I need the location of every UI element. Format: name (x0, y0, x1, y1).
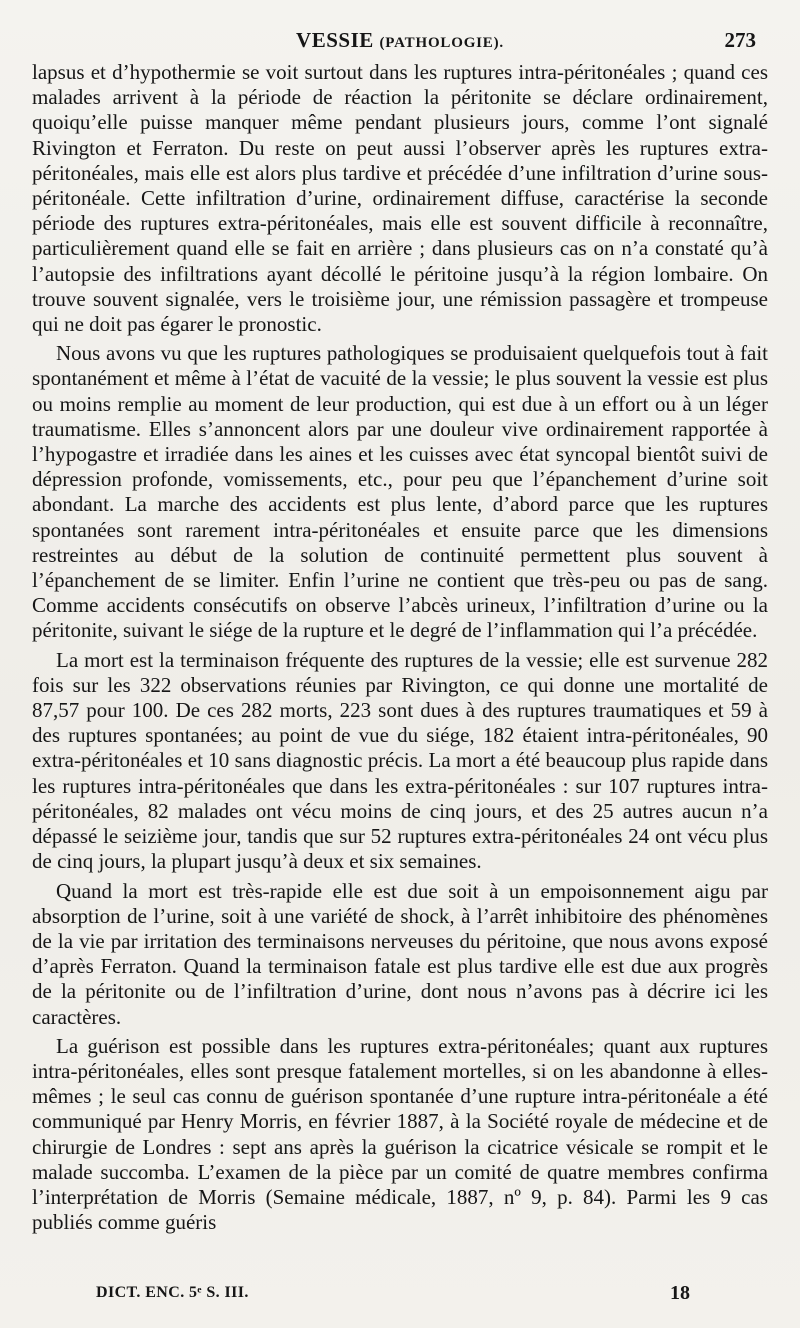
paragraph-5: La guérison est possible dans les ruptures extra-péritonéales; quant aux ruptures intra-péritonéales, elles sont presque fatalement mortelles, si on les abandonne à elles-mêmes ; le seul cas connu de guérison spontanée d’une rupture intra-péritonéale a été communiqué par Henry Morris, en février 1887, à la Société royale de médecine et de chirurgie de Londres : sept ans après la guérison la cicatrice vésicale se rompit et le malade succomba. L’examen de la pièce par un comité de quatre membres confirma l’interprétation de Morris (Semaine médicale, 1887, nº 9, p. 84). Parmi les 9 cas publiés comme guéris (32, 1033, 768, 1235)
paragraph-1: lapsus et d’hypothermie se voit surtout dans les ruptures intra-péritonéales ; quand ces malades arrivent à la période de réaction la péritonite se déclare ordinairement, quoiqu’elle puisse manquer même pendant plusieurs jours, comme l’ont signalé Rivington et Ferraton. Du reste on peut aussi l’observer après les ruptures extra-péritonéales, mais elle est alors plus tardive et précédée d’une infiltration d’urine sous-péritonéale. Cette infiltration d’urine, ordinairement diffuse, caractérise la seconde période des ruptures extra-péritonéales, mais elle est souvent difficile à reconnaître, particulièrement quand elle se fait en arrière ; dans plusieurs cas on n’a constaté qu’à l’autopsie des infiltrations ayant décollé le péritoine jusqu’à la région lombaire. On trouve souvent signalée, vers le troisième jour, une rémission passagère et trompeuse qui ne doit pas égarer le pronostic. (32, 60, 768, 337)
footer (96, 1284, 690, 1312)
page-title (32, 28, 768, 53)
text-column (32, 60, 768, 1280)
footer-signature: DICT. ENC. 5ᵉ S. III. (96, 1284, 249, 1301)
signature-number: 18 (670, 1282, 690, 1304)
running-header (32, 24, 768, 56)
paragraph-4: Quand la mort est très-rapide elle est due soit à un empoisonnement aigu par absorption de l’urine, soit à une variété de shock, à l’arrêt inhibitoire des phénomènes de la vie par irritation des terminaisons nerveuses du péritoine, que nous avons exposé d’après Ferraton. Quand la terminaison fatale est plus tardive elle est due aux progrès de la péritonite ou de l’infiltration d’urine, dont nous n’avons pas à décrire ici les caractères. (32, 878, 768, 1029)
paragraph-2: Nous avons vu que les ruptures pathologiques se produisaient quelquefois tout à fait spontanément et même à l’état de vacuité de la vessie; le plus souvent la vessie est plus ou moins remplie au moment de leur production, qui est due à un effort ou à un léger traumatisme. Elles s’annoncent alors par une douleur vive ordinairement rapportée à l’hypogastre et irradiée dans les aines et les cuisses avec état syncopal bientôt suivi de dépression profonde, vomissements, etc., pour peu que l’épanchement d’urine soit abondant. La marche des accidents est plus lente, d’abord parce que les ruptures spontanées sont rarement intra-péritonéales et ensuite parce que les dimensions restreintes au début de la solution de continuité permettent plus souvent à l’épanchement de se limiter. Enfin l’urine ne contient que très-peu ou pas de sang. Comme accidents consécutifs on observe l’abcès urineux, l’infiltration d’urine ou la péritonite, suivant le siége de la rupture et le degré de l’inflammation qui l’a précédée. (32, 341, 768, 643)
page-number: 273 (724, 28, 756, 52)
page-title-main: VESSIE (296, 28, 374, 52)
paragraph-3: La mort est la terminaison fréquente des ruptures de la vessie; elle est survenue 282 fois sur les 322 observations réunies par Rivington, ce qui donne une mortalité de 87,57 pour 100. De ces 282 morts, 223 sont dues à des ruptures traumatiques et 59 à des ruptures spontanées; au point de vue du siége, 182 étaient intra-péritonéales, 90 extra-péritonéales et 10 sans diagnostic précis. La mort a été beaucoup plus rapide dans les ruptures intra-péritonéales que dans les extra-péritonéales : sur 107 ruptures intra-péritonéales, 82 malades ont vécu moins de cinq jours, et des 25 autres aucun n’a dépassé le seizième jour, tandis que sur 52 ruptures extra-péritonéales 24 ont vécu plus de cinq jours, la plupart jusqu’à deux et six semaines. (32, 647, 768, 874)
page-title-subtitle: (PATHOLOGIE). (379, 35, 504, 51)
